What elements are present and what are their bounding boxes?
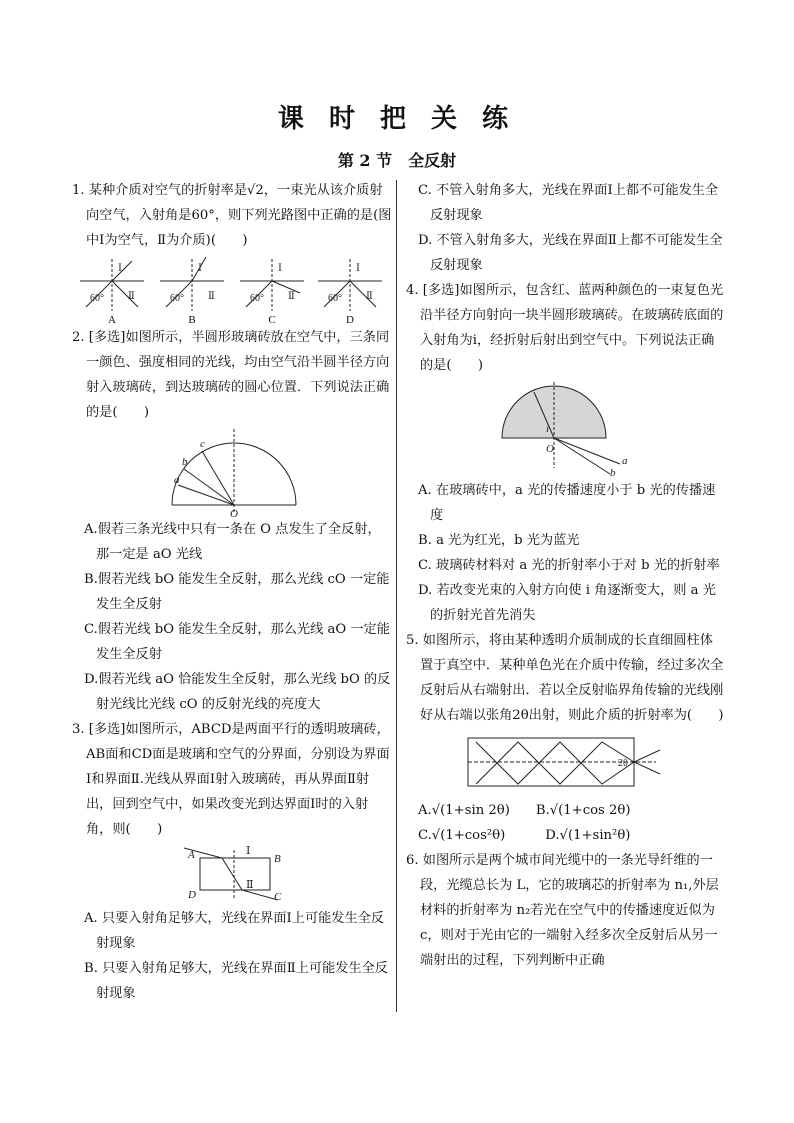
q5-option-a: A.√(1+sin 2θ)	[418, 803, 510, 818]
q3-label-b: B	[274, 853, 281, 865]
left-column	[72, 178, 392, 1006]
q1-diagram	[72, 253, 392, 325]
q3-option-b: B. 只要入射角足够大，光线在界面Ⅱ上可能发生全反射现象	[84, 961, 388, 1001]
q2-label-b: b	[182, 456, 188, 468]
q1-stem: 1. 某种介质对空气的折射率是√2，一束光从该介质射向空气，入射角是60°，则下列光路图中正确的是(图中Ⅰ为空气，Ⅱ为介质)( )	[72, 183, 392, 248]
q3-option-c: C. 不管入射角多大，光线在界面Ⅰ上都不可能发生全反射现象	[418, 183, 719, 223]
q2-label-o: O	[230, 508, 238, 517]
q1-a-medium1: Ⅰ	[118, 263, 122, 274]
q2-label-a: a	[174, 474, 180, 486]
q5-option-d: D.√(1+sin²θ)	[545, 828, 631, 843]
q2-option-a: A.假若三条光线中只有一条在 O 点发生了全反射，那一定是 aO 光线	[84, 522, 381, 562]
q2-label-c: c	[200, 438, 205, 450]
q2-figure	[72, 425, 392, 517]
svg-text:60°: 60°	[170, 293, 184, 304]
q5-options-row1	[406, 798, 726, 823]
page-title: 课 时 把 关 练	[277, 104, 517, 134]
q5-option-b: B.√(1+cos 2θ)	[535, 803, 631, 818]
q2-option-d: D.假若光线 aO 恰能发生全反射，那么光线 bO 的反射光线比光线 cO 的反射光线的亮度大	[84, 672, 391, 712]
q4-label-a: a	[622, 455, 628, 467]
svg-text:Ⅰ: Ⅰ	[198, 263, 202, 274]
section-title: 第 2 节 全反射	[337, 151, 457, 170]
q6-stem: 6. 如图所示是两个城市间光缆中的一条光导纤维的一段，光缆总长为 L，它的玻璃芯的折射率为 n₁,外层材料的折射率为 n₂若光在空气中的传播速度近似为 c，则对于光由它的一端射入经多次全反射后从另一端射出的过程，下列判断中正确	[406, 853, 719, 968]
right-column	[406, 178, 726, 973]
q3-figure	[72, 842, 392, 906]
q3-label-a: A	[188, 849, 195, 861]
q5-option-c: C.√(1+cos²θ)	[418, 828, 506, 843]
q3-label-ii: Ⅱ	[246, 879, 254, 891]
q4-label-b: b	[610, 467, 616, 478]
q1-label-b: B	[188, 314, 196, 325]
svg-text:Ⅰ: Ⅰ	[356, 263, 360, 274]
q4-diagram	[406, 378, 726, 478]
q4-option-a: A. 在玻璃砖中，a 光的传播速度小于 b 光的传播速度	[418, 483, 716, 523]
svg-text:60°: 60°	[328, 293, 342, 304]
q1-label-c: C	[268, 314, 276, 325]
svg-text:Ⅱ: Ⅱ	[288, 291, 295, 302]
q3-option-d: D. 不管入射角多大，光线在界面Ⅱ上都不可能发生全反射现象	[418, 233, 723, 273]
q3-stem: 3. [多选]如图所示，ABCD是两面平行的透明玻璃砖，AB面和CD面是玻璃和空气的分界面，分别设为界面Ⅰ和界面Ⅱ.光线从界面Ⅰ射入玻璃砖，再从界面Ⅱ射出，回到空气中，如果改变光到达界面Ⅰ时的入射角，则( )	[72, 722, 390, 837]
q1-label-d: D	[346, 314, 354, 325]
q1-a-angle: 60°	[90, 293, 104, 304]
q4-stem: 4. [多选]如图所示，包含红、蓝两种颜色的一束复色光沿半径方向射向一块半圆形玻璃砖。在玻璃砖底面的入射角为i，经折射后射出到空气中。下列说法正确的是( )	[406, 283, 724, 373]
q2-diagram	[72, 425, 392, 517]
q1-a-medium2: Ⅱ	[128, 291, 135, 302]
q4-figure	[406, 378, 726, 478]
svg-text:Ⅱ: Ⅱ	[208, 291, 215, 302]
q2-stem: 2. [多选]如图所示，半圆形玻璃砖放在空气中，三条同一颜色、强度相同的光线，均由空气沿半圆半径方向射入玻璃砖，到达玻璃砖的圆心位置．下列说法正确的是( )	[72, 330, 390, 420]
q4-option-b: B. a 光为红光，b 光为蓝光	[418, 533, 580, 548]
q2-option-b: B.假若光线 bO 能发生全反射，那么光线 cO 一定能发生全反射	[84, 572, 390, 612]
q4-label-o: O	[546, 443, 554, 455]
q1-figures	[72, 253, 392, 325]
q4-option-c: C. 玻璃砖材料对 a 光的折射率小于对 b 光的折射率	[418, 558, 720, 573]
q3-label-i: Ⅰ	[246, 845, 251, 857]
q5-angle-label: 2θ	[618, 758, 628, 769]
q1-label-a: A	[108, 314, 116, 325]
q5-figure	[406, 728, 726, 798]
column-divider	[396, 180, 397, 1012]
svg-text:Ⅰ: Ⅰ	[278, 263, 282, 274]
q3-label-c: C	[274, 891, 282, 903]
q3-label-d: D	[188, 889, 196, 901]
q4-option-d: D. 若改变光束的入射方向使 i 角逐渐变大，则 a 光的折射光首先消失	[418, 583, 716, 623]
q2-option-c: C.假若光线 bO 能发生全反射，那么光线 aO 一定能发生全反射	[84, 622, 390, 662]
q4-label-i: i	[546, 423, 550, 435]
q5-options-row2	[406, 823, 726, 848]
svg-text:Ⅱ: Ⅱ	[366, 291, 373, 302]
q3-option-a: A. 只要入射角足够大，光线在界面Ⅰ上可能发生全反射现象	[84, 911, 385, 951]
q5-diagram	[406, 728, 726, 798]
q5-stem: 5. 如图所示，将由某种透明介质制成的长直细圆柱体置于真空中．某种单色光在介质中传输，经过多次全反射后从右端射出．若以全反射临界角传输的光线刚好从右端以张角2θ出射，则此介质的折射率为( )	[406, 633, 724, 723]
q3-diagram	[72, 842, 392, 906]
svg-text:60°: 60°	[250, 293, 264, 304]
